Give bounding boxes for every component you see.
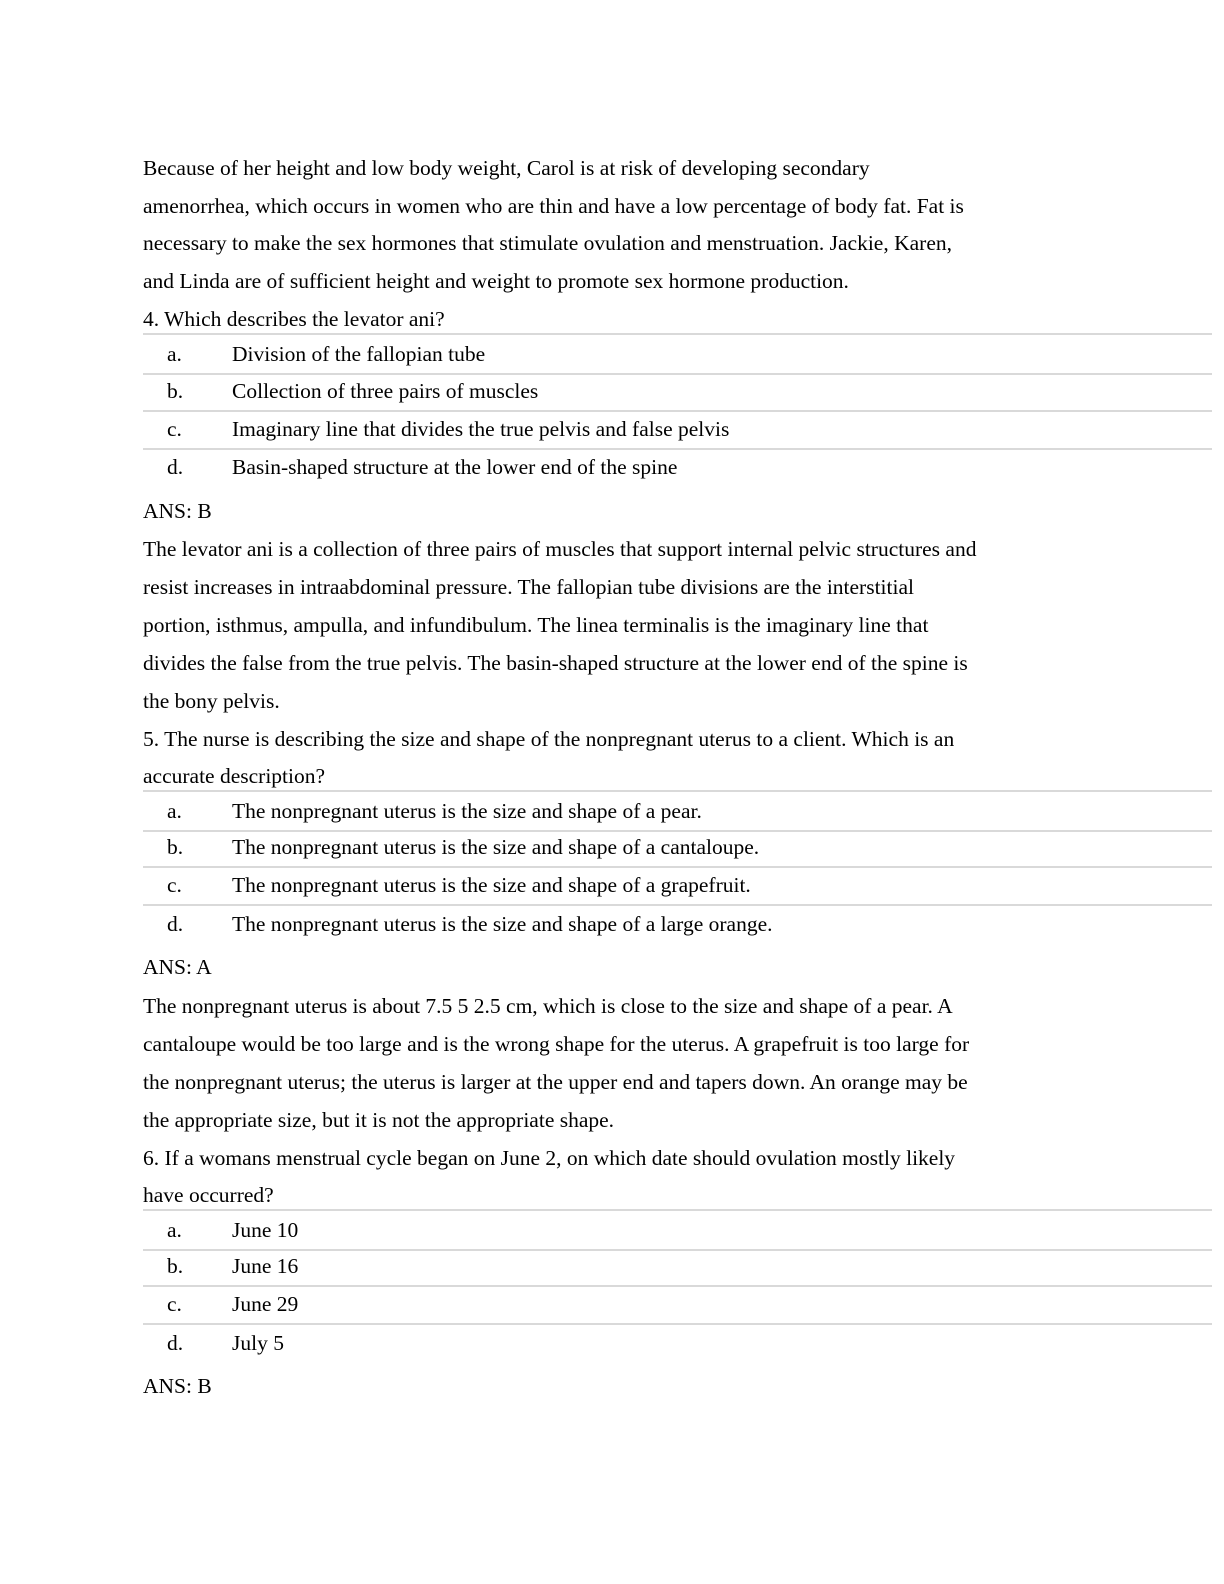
option-text: The nonpregnant uterus is the size and shape of a large orange. bbox=[232, 912, 773, 936]
option-letter: c. bbox=[167, 873, 182, 897]
option-letter: a. bbox=[167, 342, 182, 366]
option-letter: d. bbox=[167, 455, 184, 479]
option-letter: a. bbox=[167, 1218, 182, 1242]
rationale-line: The levator ani is a collection of three pairs of muscles that support internal pelvic structures and bbox=[143, 537, 977, 561]
intro-line: amenorrhea, which occurs in women who are thin and have a low percentage of body fat. Fat is bbox=[143, 194, 964, 218]
question-stem: have occurred? bbox=[143, 1183, 274, 1207]
option-letter: d. bbox=[167, 1331, 184, 1355]
question-stem: 5. The nurse is describing the size and shape of the nonpregnant uterus to a client. Which is an bbox=[143, 727, 955, 751]
answer-option bbox=[143, 905, 1212, 943]
rationale-line: the appropriate size, but it is not the appropriate shape. bbox=[143, 1108, 615, 1132]
answer-key: ANS: A bbox=[143, 955, 212, 979]
option-text: The nonpregnant uterus is the size and shape of a grapefruit. bbox=[232, 873, 751, 897]
rationale-line: The nonpregnant uterus is about 7.5 5 2.5 cm, which is close to the size and shape of a pear. A bbox=[143, 994, 953, 1018]
answer-option bbox=[143, 1324, 1212, 1362]
option-letter: c. bbox=[167, 417, 182, 441]
option-text: Basin-shaped structure at the lower end of the spine bbox=[232, 455, 678, 479]
option-text: Collection of three pairs of muscles bbox=[232, 379, 539, 403]
option-text: The nonpregnant uterus is the size and shape of a pear. bbox=[232, 799, 702, 823]
answer-option bbox=[143, 790, 1212, 832]
question-stem: 6. If a womans menstrual cycle began on June 2, on which date should ovulation mostly likely bbox=[143, 1146, 956, 1170]
rationale-line: the bony pelvis. bbox=[143, 689, 280, 713]
rationale-line: divides the false from the true pelvis. The basin-shaped structure at the lower end of the spine is bbox=[143, 651, 968, 675]
answer-key: ANS: B bbox=[143, 1374, 212, 1398]
option-text: Division of the fallopian tube bbox=[232, 342, 486, 366]
option-letter: b. bbox=[167, 1254, 184, 1278]
option-letter: a. bbox=[167, 799, 182, 823]
answer-option bbox=[143, 448, 1212, 486]
rationale-line: the nonpregnant uterus; the uterus is larger at the upper end and tapers down. An orange may be bbox=[143, 1070, 968, 1094]
answer-option bbox=[143, 828, 1212, 868]
answer-key: ANS: B bbox=[143, 499, 212, 523]
intro-line: Because of her height and low body weight, Carol is at risk of developing secondary bbox=[143, 156, 870, 180]
intro-line: and Linda are of sufficient height and weight to promote sex hormone production. bbox=[143, 269, 849, 293]
option-text: The nonpregnant uterus is the size and shape of a cantaloupe. bbox=[232, 835, 760, 859]
option-letter: b. bbox=[167, 379, 184, 403]
option-text: June 29 bbox=[232, 1292, 299, 1316]
rationale-line: cantaloupe would be too large and is the wrong shape for the uterus. A grapefruit is too large for bbox=[143, 1032, 970, 1056]
answer-option bbox=[143, 333, 1212, 375]
option-text: June 16 bbox=[232, 1254, 299, 1278]
answer-option bbox=[143, 1285, 1212, 1325]
answer-option bbox=[143, 1247, 1212, 1287]
option-letter: b. bbox=[167, 835, 184, 859]
answer-option bbox=[143, 1209, 1212, 1251]
intro-line: necessary to make the sex hormones that stimulate ovulation and menstruation. Jackie, Karen, bbox=[143, 231, 953, 255]
option-text: July 5 bbox=[232, 1331, 284, 1355]
answer-option bbox=[143, 410, 1212, 450]
rationale-line: resist increases in intraabdominal pressure. The fallopian tube divisions are the interstitial bbox=[143, 575, 914, 599]
question-stem: 4. Which describes the levator ani? bbox=[143, 307, 445, 331]
option-letter: d. bbox=[167, 912, 184, 936]
option-text: June 10 bbox=[232, 1218, 299, 1242]
option-letter: c. bbox=[167, 1292, 182, 1316]
rationale-line: portion, isthmus, ampulla, and infundibulum. The linea terminalis is the imaginary line that bbox=[143, 613, 929, 637]
answer-option bbox=[143, 372, 1212, 412]
question-stem: accurate description? bbox=[143, 764, 326, 788]
answer-option bbox=[143, 866, 1212, 906]
option-text: Imaginary line that divides the true pelvis and false pelvis bbox=[232, 417, 730, 441]
